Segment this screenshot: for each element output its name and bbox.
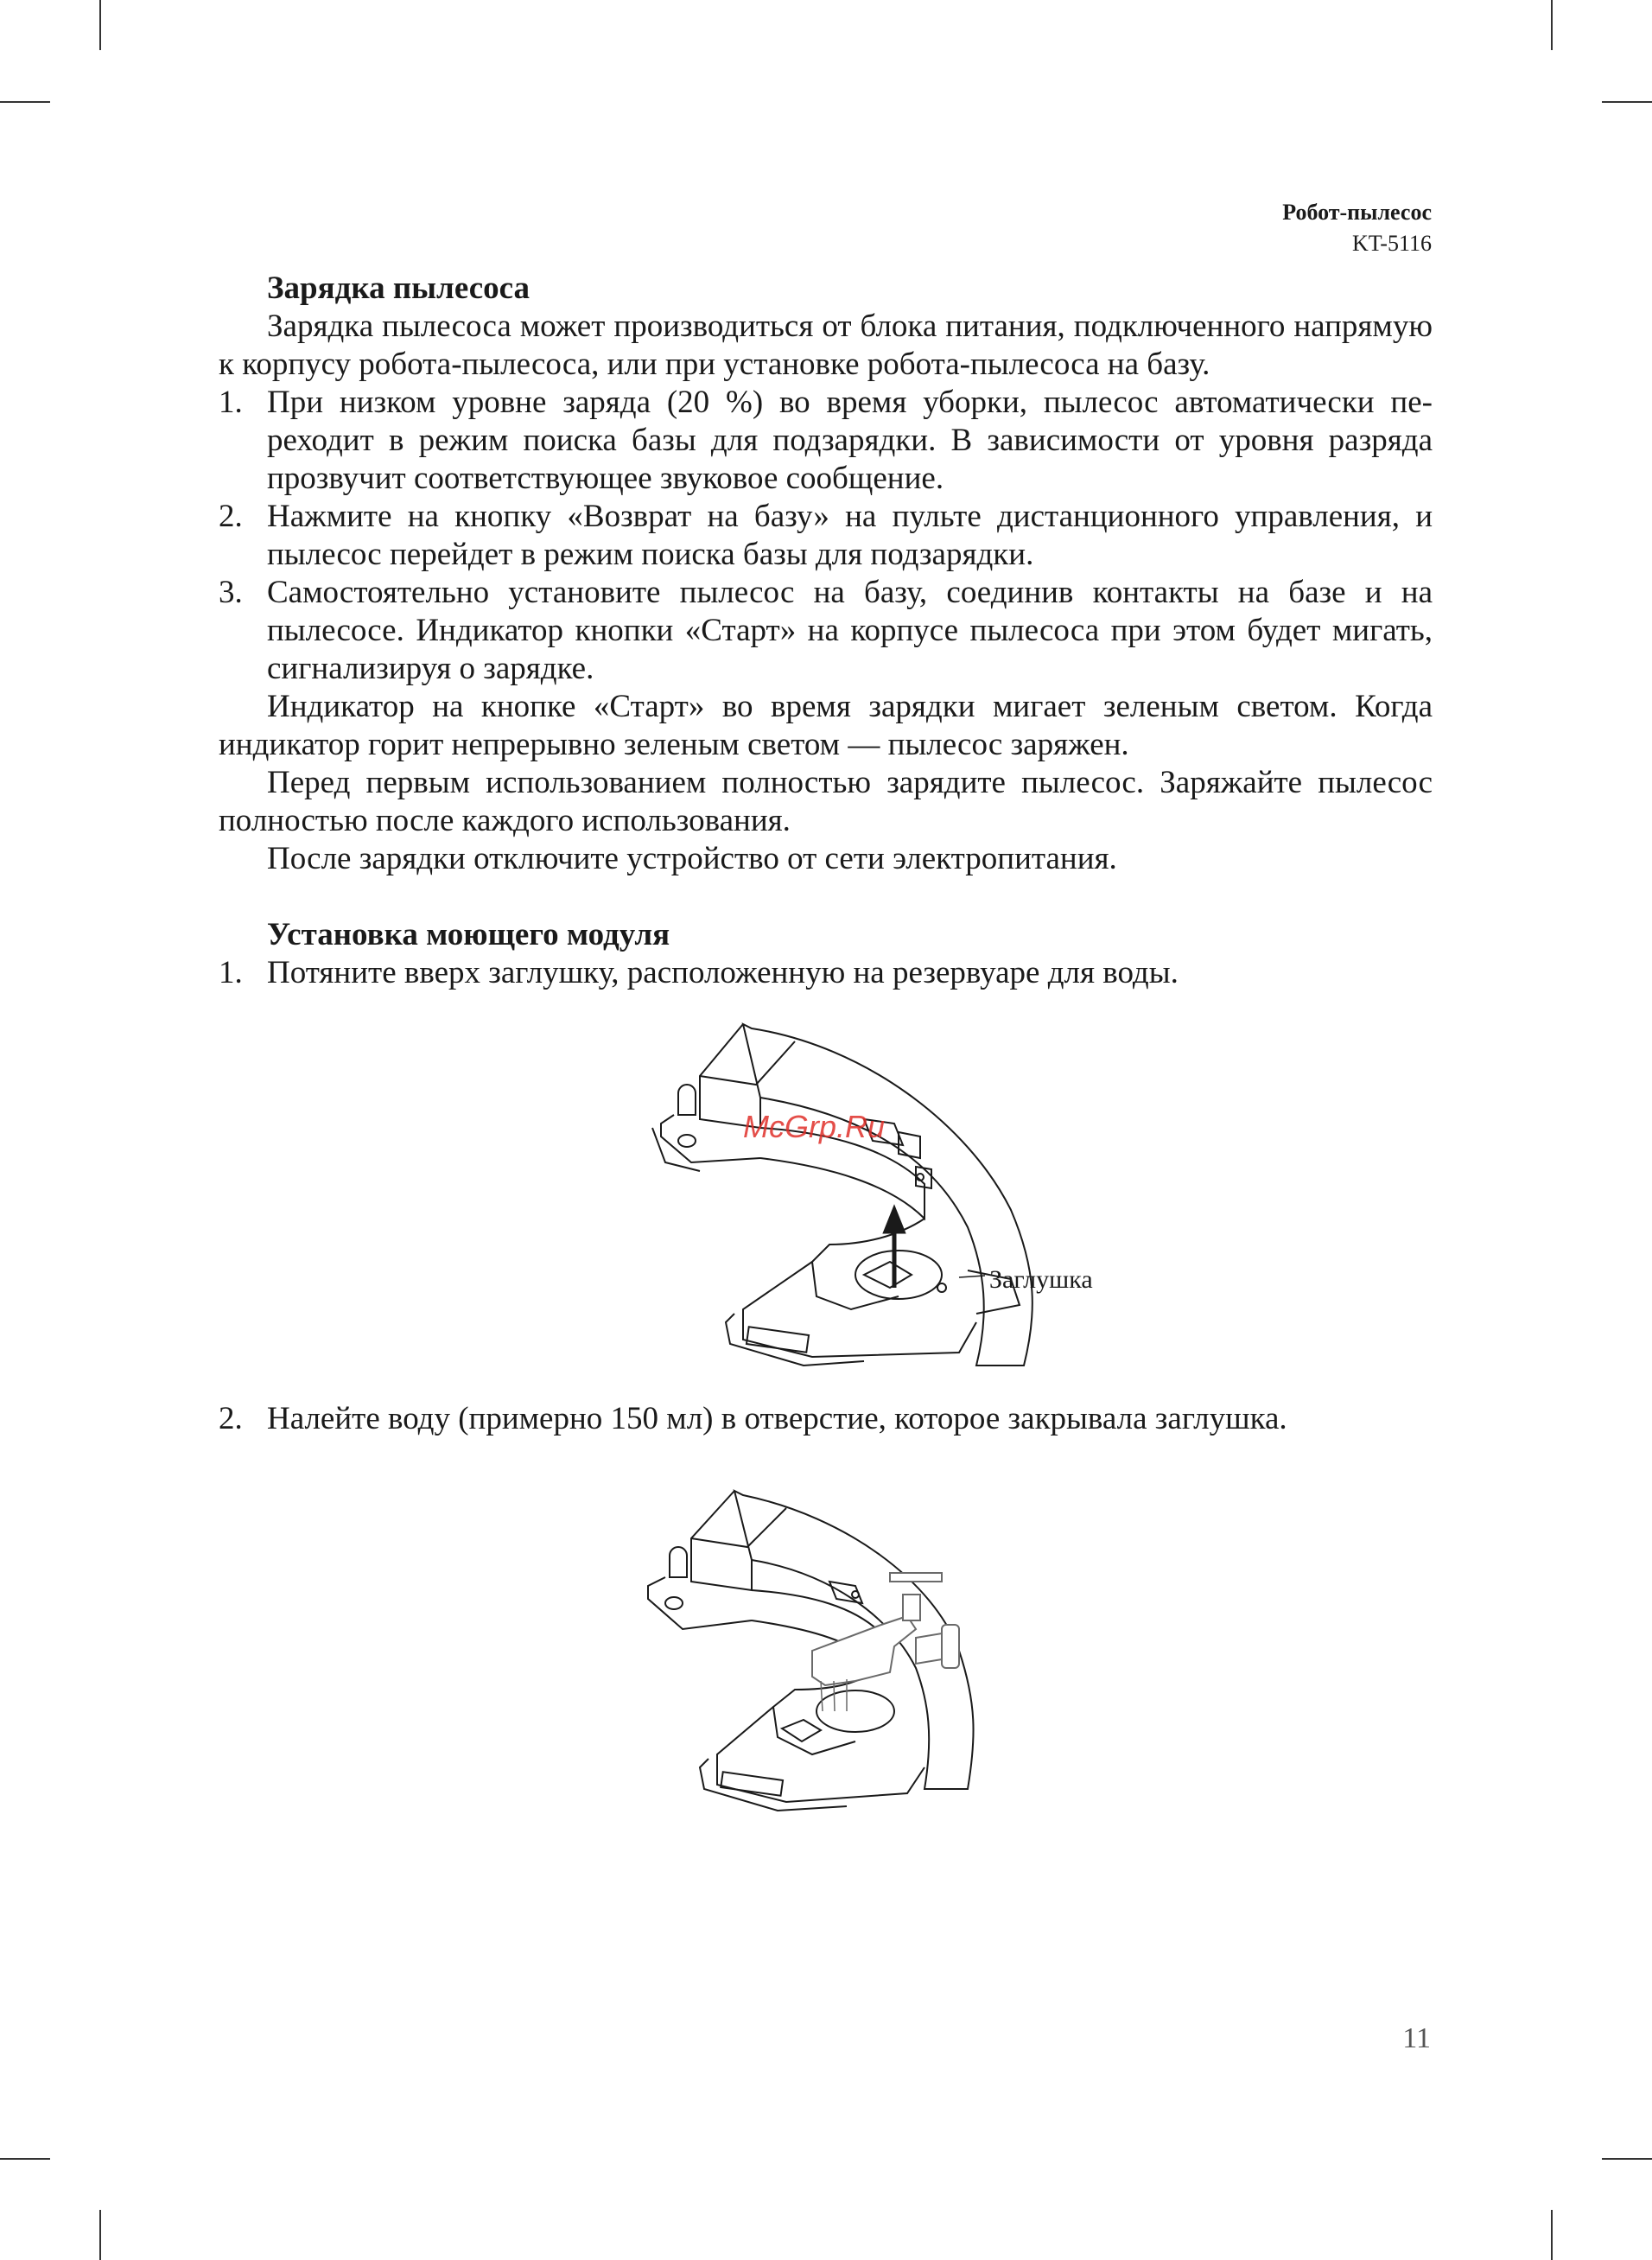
list-text: Потяните вверх заглушку, расположенную на резервуаре для воды. [267, 955, 1179, 990]
water-tank-plug-illustration [605, 1011, 1210, 1391]
charging-intro: Зарядка пылесоса может производиться от блока питания, подключенного напрямую к корпусу робота-пылесоса, или при установке робота-пылесоса на базу. [219, 309, 1433, 382]
mop-steps [219, 954, 1433, 992]
list-item [219, 574, 1433, 688]
list-text: Налейте воду (примерно 150 мл) в отверстие, которое закрывала заглушка. [267, 1401, 1287, 1436]
list-item [219, 954, 1433, 992]
list-text: Нажмите на кнопку «Возврат на базу» на пульте дистанционного управления, и пылесос перейдет в режим поиска базы для подзарядки. [267, 499, 1433, 572]
list-number: 2. [219, 499, 243, 534]
list-text: При низком уровне заряда (20 %) во время уборки, пылесос автоматически переходит в режим поиска базы для подзарядки. В зависимости от уровня разряда прозвучит соответствующее звуковое сообщение. [267, 385, 1433, 496]
mop-step-2 [219, 1400, 1433, 1438]
header-product: Робот-пылесос [1282, 200, 1432, 225]
list-text: Самостоятельно установите пылесос на базу, соединив контакты на базе и на пылесосе. Индикатор кнопки «Старт» на корпусе пылесоса при этом будет мигать, сигнализируя о зарядке. [267, 575, 1433, 686]
list-item [219, 384, 1433, 498]
running-header [1282, 197, 1432, 259]
crop-mark [1602, 2158, 1652, 2160]
list-number: 1. [219, 385, 243, 420]
charging-steps [219, 384, 1433, 688]
crop-mark [0, 101, 50, 103]
crop-mark [1551, 2210, 1553, 2260]
disconnect-paragraph: После зарядки отключите устройство от сети электропитания. [267, 841, 1117, 876]
crop-mark [99, 2210, 101, 2260]
figure-label-plug: Заглушка [989, 1265, 1093, 1294]
crop-mark [0, 2158, 50, 2160]
indicator-paragraph: Индикатор на кнопке «Старт» во время зарядки мигает зеленым светом. Когда индикатор горит непрерывно зеленым светом — пылесос заряжен. [219, 689, 1433, 762]
list-item [219, 1400, 1433, 1438]
crop-mark [1551, 0, 1553, 50]
list-item [219, 498, 1433, 574]
mop-steps-continued [219, 1400, 1433, 1438]
section-title-charging: Зарядка пылесоса [267, 271, 530, 306]
page-number: 11 [1402, 2022, 1431, 2054]
crop-mark [1602, 101, 1652, 103]
section-title-mop-module: Установка моющего модуля [267, 917, 670, 952]
list-number: 1. [219, 955, 243, 990]
header-model: KT-5116 [1352, 231, 1432, 256]
list-number: 3. [219, 575, 243, 610]
watermark: McGrp.Ru [743, 1109, 886, 1144]
crop-mark [99, 0, 101, 50]
main-content [219, 270, 1433, 992]
list-number: 2. [219, 1401, 243, 1436]
water-filling-illustration [596, 1478, 1080, 1841]
first-use-paragraph: Перед первым использованием полностью зарядите пылесос. Заряжайте пылесос полностью после каждого использования. [219, 765, 1433, 838]
